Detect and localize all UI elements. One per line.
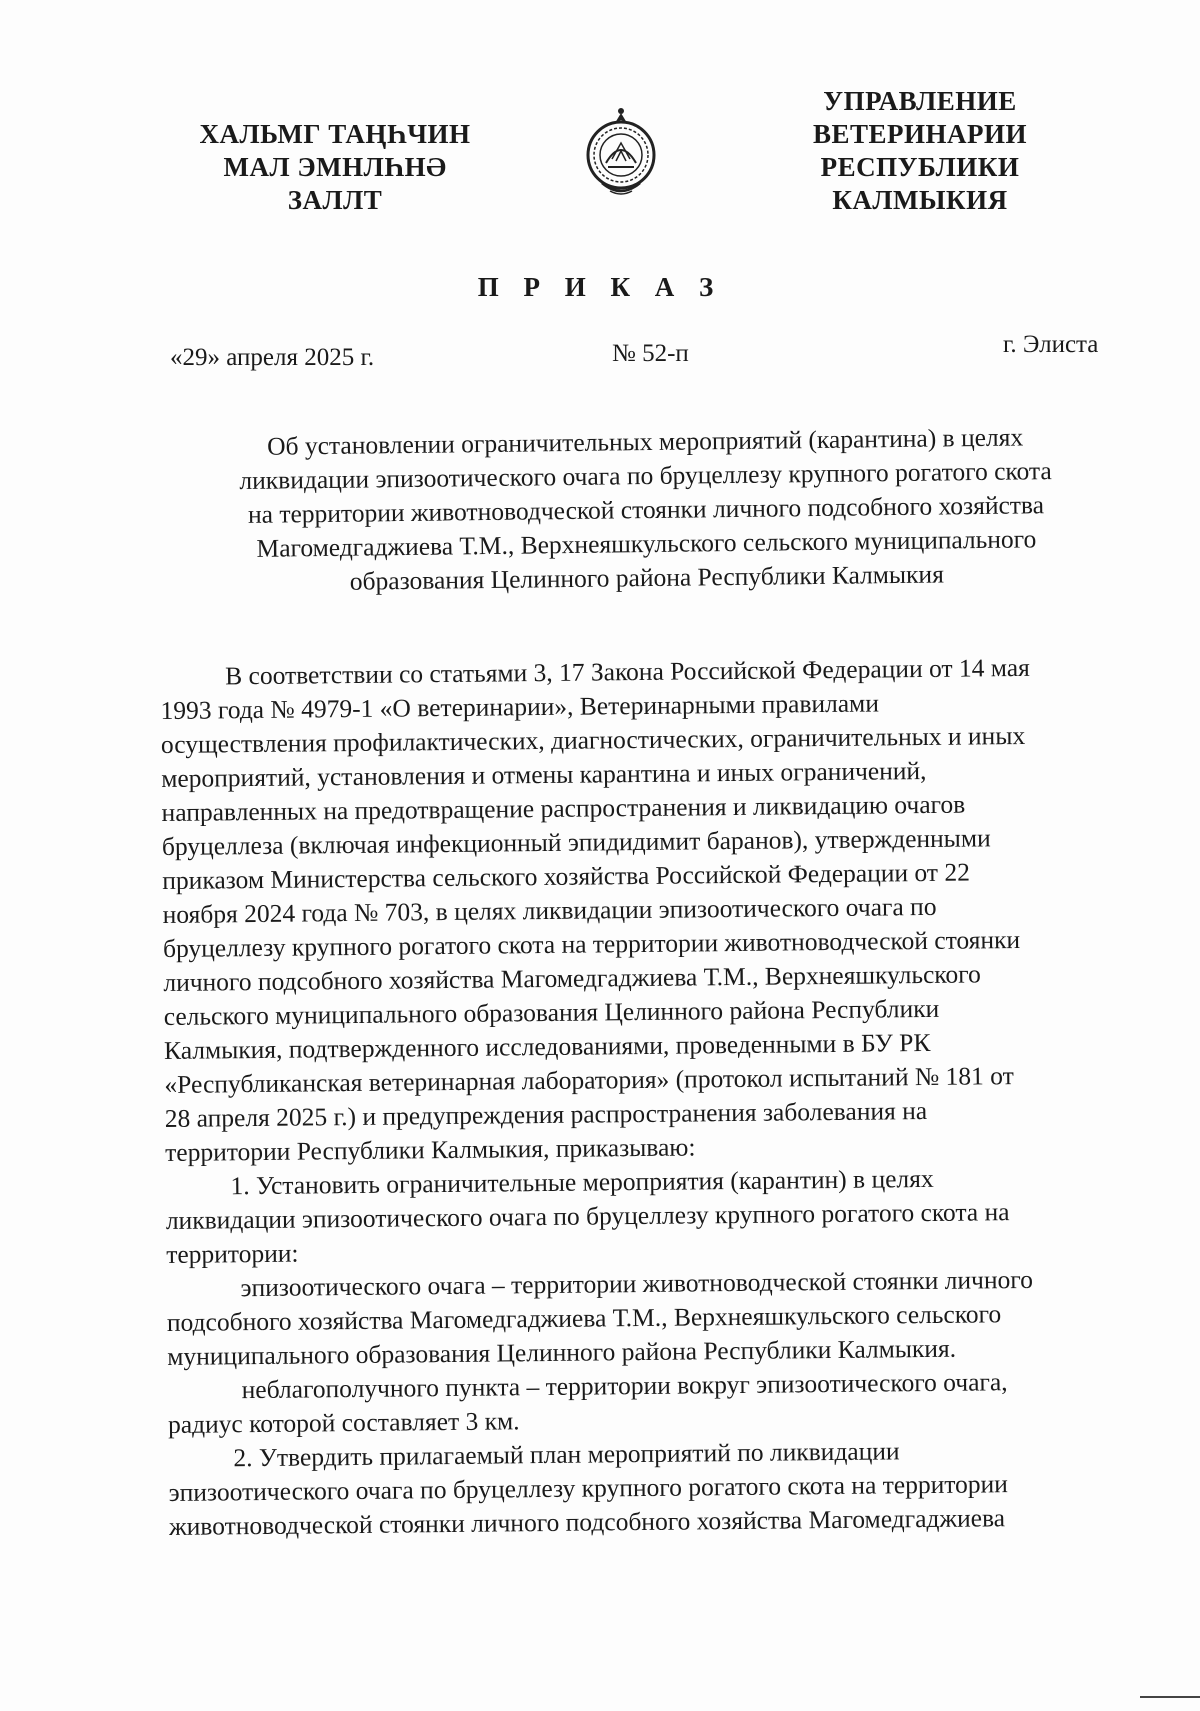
body-line: муниципального образования Целинного района Республики Калмыкия.: [167, 1333, 957, 1371]
subject-line: ликвидации эпизоотического очага по бруцеллезу крупного рогатого скота: [239, 456, 1052, 496]
header-left-line: ХАЛЬМГ ТАҢҺЧИН: [199, 119, 471, 149]
body-line: Калмыкия, подтвержденного исследованиями, проведенными в БУ РК: [163, 1027, 931, 1065]
body-line: неблагополучного пункта – территории вокруг эпизоотического очага,: [241, 1367, 1008, 1405]
header-right-line: ВЕТЕРИНАРИИ: [812, 119, 1028, 149]
body-line: ноября 2024 года № 703, в целях ликвидации эпизоотического очага по: [162, 891, 937, 929]
body-line: эпизоотического очага по бруцеллезу крупного рогатого скота на территории: [168, 1469, 1009, 1507]
order-title: П Р И К А З: [477, 272, 723, 302]
body-line: радиус которой составляет 3 км.: [167, 1406, 520, 1439]
body-line: ликвидации эпизоотического очага по бруцеллезу крупного рогатого скота на: [165, 1197, 1010, 1235]
subject-line: на территории животноводческой стоянки личного подсобного хозяйства: [247, 490, 1045, 529]
body-line: мероприятий, установления и отмены карантина и иных ограничений,: [161, 755, 927, 793]
header-left-line: ЗАЛЛТ: [287, 185, 383, 215]
subject-line: Об установлении ограничительных мероприятий (карантина) в целях: [266, 422, 1024, 461]
body-line: приказом Министерства сельского хозяйства Российской Федерации от 22: [162, 857, 971, 895]
body-line: 1. Установить ограничительные мероприятия (карантин) в целях: [230, 1163, 934, 1201]
kalmykia-emblem-icon: [582, 103, 660, 203]
body-line: В соответствии со статьями 3, 17 Закона Российской Федерации от 14 мая: [225, 652, 1030, 691]
subject-line: образования Целинного района Республики Калмыкия: [349, 559, 945, 596]
header-right-line: РЕСПУБЛИКИ: [820, 152, 1020, 182]
order-body: [160, 650, 1149, 1544]
body-line: осуществления профилактических, диагностических, ограничительных и иных: [160, 720, 1026, 759]
body-line: сельского муниципального образования Целинного района Республики: [163, 993, 940, 1031]
body-line: направленных на предотвращение распространения и ликвидацию очагов: [161, 789, 966, 827]
body-line: территории Республики Калмыкия, приказываю:: [165, 1132, 696, 1167]
order-city: г. Элиста: [1003, 331, 1099, 358]
order-number: № 52-п: [612, 340, 689, 367]
header-right-line: УПРАВЛЕНИЕ: [823, 86, 1017, 116]
header-kalmyk-title: [170, 118, 500, 217]
body-line: 2. Утвердить прилагаемый план мероприятий по ликвидации: [233, 1436, 900, 1473]
body-line: личного подсобного хозяйства Магомедгаджиева Т.М., Верхнеяшкульского: [163, 959, 981, 997]
order-subject: [160, 420, 1132, 602]
header-left-line: МАЛ ЭМНЛҺНӘ: [223, 152, 447, 182]
body-line: 1993 года № 4979-1 «О ветеринарии», Ветеринарными правилами: [160, 688, 880, 725]
order-date: «29» апреля 2025 г.: [170, 344, 375, 371]
header-right-line: КАЛМЫКИЯ: [832, 185, 1008, 215]
body-line: территории:: [166, 1238, 299, 1269]
header-russian-title: [785, 85, 1055, 217]
subject-line: Магомедгаджиева Т.М., Верхнеяшкульского сельского муниципального: [256, 524, 1037, 563]
body-line: «Республиканская ветеринарная лаборатория» (протокол испытаний № 181 от: [164, 1061, 1014, 1099]
body-line: 28 апреля 2025 г.) и предупреждения распространения заболевания на: [164, 1095, 928, 1133]
body-line: эпизоотического очага – территории животноводческой стоянки личного: [240, 1264, 1034, 1303]
body-line: бруцеллезу крупного рогатого скота на территории животноводческой стоянки: [162, 925, 1021, 963]
body-line: животноводческой стоянки личного подсобного хозяйства Магомедгаджиева: [168, 1503, 1006, 1541]
body-line: бруцеллеза (включая инфекционный эпидидимит баранов), утвержденными: [161, 823, 991, 861]
body-line: подсобного хозяйства Магомедгаджиева Т.М., Верхнеяшкульского сельского: [166, 1299, 1002, 1337]
scan-edge-mark: [1140, 1696, 1200, 1698]
